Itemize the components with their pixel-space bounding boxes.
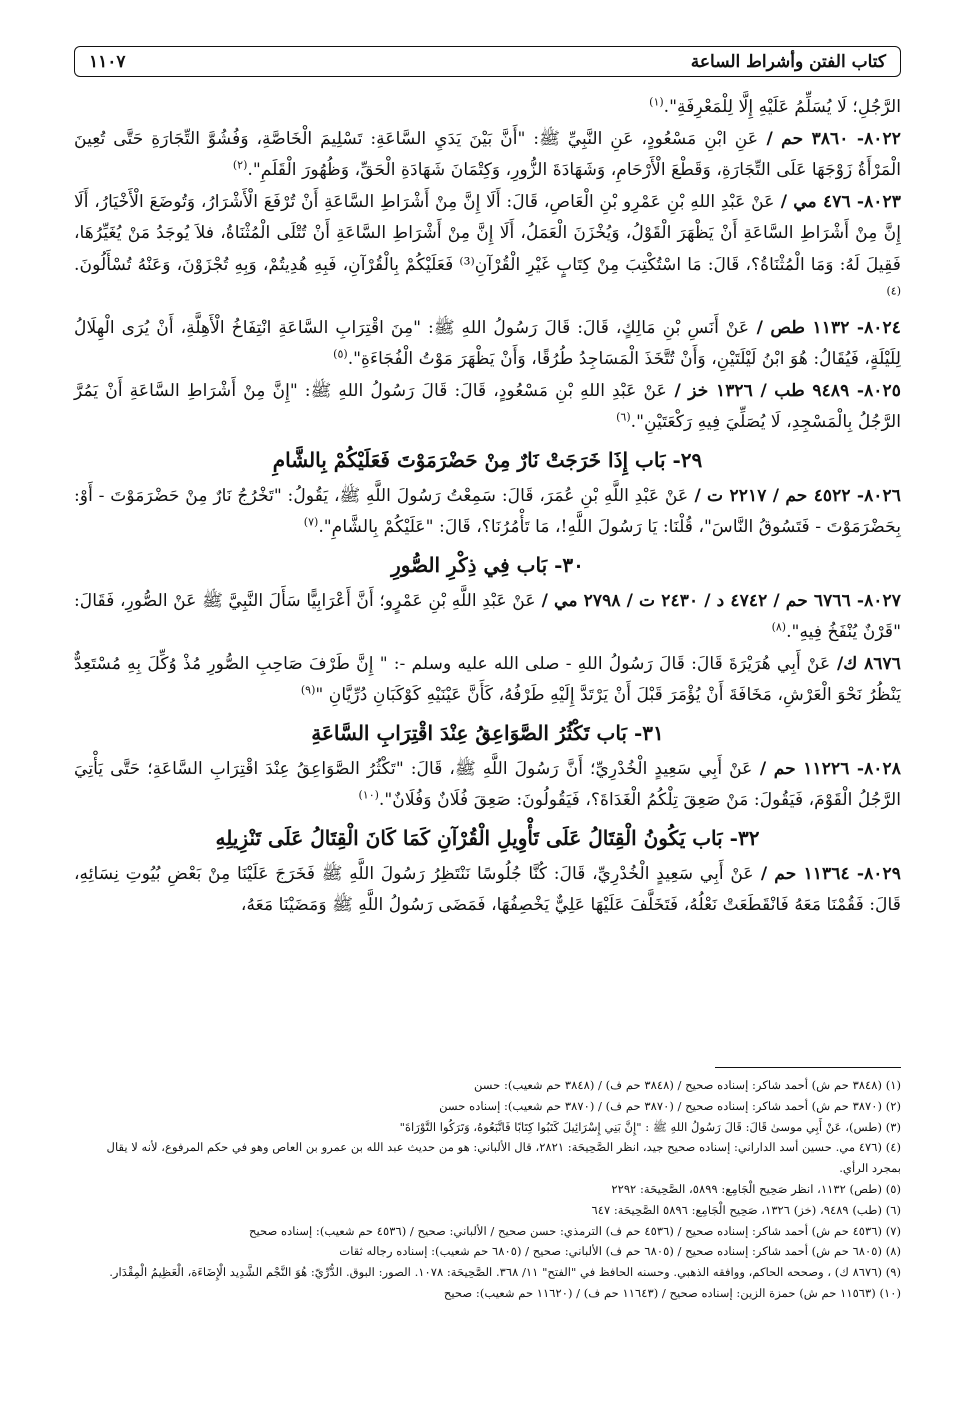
footnote-ref: (٤) bbox=[886, 284, 901, 298]
hadith-text: عَنْ عَبْدِ اللَّهِ بْنِ عَمْرٍو؛ أَنَّ أَعْرَابِيًّا سَأَلَ النَّبِيَّ ﷺ عَنْ الصُّورِ، فَقَالَ: "قَرْنٌ يُنْفَخُ فِيهِ". bbox=[74, 590, 901, 642]
footnote-separator bbox=[715, 1067, 901, 1068]
footnote-ref: (٢) bbox=[232, 158, 248, 172]
page-number: ١١٠٧ bbox=[89, 51, 126, 72]
footnote-ref: (٧) bbox=[303, 515, 319, 529]
chapter-heading: ٣١- بَاب تَكْثُرُ الصَّوَاعِقُ عِنْدَ اقْتِرَابِ السَّاعَةِ bbox=[311, 720, 664, 745]
hadith-text: عَنْ عَبْدِ اللهِ بْنِ مَسْعُودٍ، قَالَ: قَالَ رَسُولُ اللهِ ﷺ: "إِنَّ مِنْ أَشْرَاطِ السَّاعَةِ أَنْ يَمُرَّ الرَّجُلُ بِالْمَسْجِدِ، لَا يُصَلِّيَ فِيهِ رَكْعَتَيْنِ". bbox=[74, 380, 901, 432]
footnote-ref: (٦) bbox=[616, 410, 631, 424]
footnote-ref: (٨) bbox=[771, 620, 787, 634]
footnote-ref: (١٠) bbox=[358, 788, 379, 802]
hadith-text: عَنِ ابْنِ مَسْعُودٍ، عَنِ النَّبِيِّ ﷺ: "أَنَّ بَيْنَ يَدَيِ السَّاعَةِ: تَسْلِيمَ الْخَاصَّةِ، وَفُشُوَّ التِّجَارَةِ حَتَّى تُعِينَ الْمَرْأَةُ زَوْجَهَا عَلَى التِّجَارَةِ، وَقَطْعَ الْأَرْحَامِ، وَشَهَادَةَ الزُّورِ، وَكِتْمَانَ شَهَادَةِ الْحَقِّ، وَظُهُورَ الْقَلَمِ". bbox=[74, 128, 901, 180]
hadith-number: ٨٠٢٥- ٩٤٨٩ طب / ١٣٢٦ خز / bbox=[666, 380, 901, 401]
footnote: (٢) (٣٨٧٠ حم ش) أحمد شاكر: إسناده صحيح / (٣٨٧٠ حم ف) / (٣٨٧٠ حم شعيب): إسناده حسن bbox=[439, 1098, 901, 1113]
footnote: (٨) (٦٨٠٥ حم ش) أحمد شاكر: إسناده صحيح / (٦٨٠٥ حم ف) الألباني: صحيح / (٦٨٠٥ حم شعيب): إسناده رجاله ثقات bbox=[339, 1244, 901, 1259]
paragraph bbox=[74, 92, 901, 124]
footnote: (٩) (٨٦٧٦ ك) ، وصححه الحاكم، ووافقه الذهبي. وحسنه الحافظ في "الفتح" ١١/ ٣٦٨. الصَّحِيحَة: ١٠٧٨. الصور: البوق. الدُّرِّيّ: هُوَ النَّجْم الشَّدِيد الْإِضَاءَة، الْعَظِيمُ الْمِقْدَار. bbox=[109, 1265, 901, 1280]
footnote: (١) (٣٨٤٨ حم ش) أحمد شاكر: إسناده صحيح / (٣٨٤٨ حم ف) / (٣٨٤٨ حم شعيب): حسن bbox=[473, 1078, 901, 1092]
hadith-text: عَنْ عَبْدِ اللَّهِ بْنِ عُمَرَ، قَالَ: سَمِعْتُ رَسُولَ اللَّهِ ﷺ، يَقُولُ: "تَخْرُجُ نَارٌ مِنْ حَضْرَمَوْتَ - أَوْ: بِحَضْرَمَوْتَ - فَتَسُوقُ النَّاسَ"، قُلْنَا: يَا رَسُولَ اللَّهِ!، مَا تَأْمُرُنَا؟، قَالَ: "عَلَيْكُمْ بِالشَّامِ". bbox=[74, 485, 901, 537]
footnote-ref: (٩) bbox=[300, 683, 316, 697]
paragraph bbox=[74, 586, 901, 649]
hadith-number: ٨٠٢٢- ٣٨٦٠ حم / bbox=[758, 128, 901, 149]
hadith-text: عَنْ أَنَسِ بْنِ مَالِكٍ، قَالَ: قَالَ رَسُولُ اللهِ ﷺ: "مِنَ اقْتِرَابِ السَّاعَةِ انْتِفَاخُ الْأَهِلَّةِ، أَنْ يُرَى الْهِلَالُ لِلَيْلَةٍ، فَيُقَالُ: هُوَ ابْنُ لَيْلَتَيْنِ، وَأَنْ تُتَّخَذَ الْمَسَاجِدُ طُرُقًا، وَأَنْ يَظْهَرَ مَوْتُ الْفُجَاءَةِ". bbox=[74, 317, 901, 369]
footnotes bbox=[74, 1075, 901, 1304]
hadith-number: ٨٠٢٤- ١١٣٢ طص / bbox=[749, 317, 901, 338]
footnote: (٧) (٤٥٣٦ حم ش) أحمد شاكر: إسناده صحيح / (٤٥٣٦ حم ف) الترمذي: حسن صحيح / الألباني: صحيح / (٤٥٣٦ حم شعيب): إسناده صحيح bbox=[249, 1223, 901, 1238]
hadith-text: عَنْ عَبْدِ اللهِ بْنِ عَمْرِو بْنِ الْعَاصِ، قَالَ: أَلَا إِنَّ مِنْ أَشْرَاطِ السَّاعَةِ أَنْ تُرْفَعَ الْأَشْرَارُ، وَتُوضَعَ الْأَخْيَارُ، أَلَا إِنَّ مِنْ أَشْرَاطِ السَّاعَةِ أَنْ يَظْهَرَ الْقَوْلُ، وَيُخْزَنَ الْعَمَلُ، أَلَا إِنَّ مِنْ أَشْرَاطِ السَّاعَةِ أَنْ تُتْلَى الْمُثْنَاةُ، فلاَ يُوجَدُ مَنْ يُغَيِّرُهَا، فَقِيلَ لَهُ: وَمَا الْمُثْنَاةُ؟، قَالَ: مَا اسْتُكْتِبَ مِنْ كِتَابٍ غَيْرِ الْقُرْآنِ⁽³⁾ فَعَلَيْكُمْ بِالْقُرْآنِ، فَبِهِ هُدِيتُمْ، وَبِهِ تُجْزَوْنَ، وَعَنْهُ تُسْأَلُونَ. bbox=[74, 191, 901, 275]
chapter-heading: ٣٢- بَاب يَكُونُ الْقِتَالُ عَلَى تَأْوِيلِ الْقُرْآنِ كَمَا كَانَ الْقِتَالُ عَلَى تَنْزِيلِهِ bbox=[215, 825, 760, 850]
paragraph bbox=[74, 649, 901, 712]
hadith-text: الرَّجُلِ؛ لَا يُسَلِّمُ عَلَيْهِ إِلَّا لِلْمَعْرِفَةِ". bbox=[663, 97, 901, 117]
paragraph bbox=[74, 124, 901, 187]
footnote-ref: (١) bbox=[649, 95, 664, 109]
hadith-number: ٨٠٢٧- ٦٧٦٦ حم / ٤٧٤٢ د / ٢٤٣٠ ت / ٢٧٩٨ مي / bbox=[535, 590, 901, 611]
chapter-heading: ٣٠- بَاب فِي ذِكْرِ الصُّورِ bbox=[391, 552, 584, 577]
paragraph bbox=[74, 376, 901, 439]
footnote: (٤) (٤٧٦ مي. حسين أسد الداراني: إسناده صحيح جيد، انظر الصَّحِيحَة: ٢٨٢١، قال الألباني: هو من حديث عبد الله بن عمرو بن العاص وهو في حكم المرفوع، لأنه لا يقال بمجرد الرأي. bbox=[106, 1140, 901, 1176]
hadith-number: ٨٠٢٩- ١١٣٦٤ حم / bbox=[753, 863, 901, 884]
hadith-number: ٨٠٢٦- ٤٥٢٢ حم / ٢٢١٧ ت / bbox=[688, 485, 901, 506]
paragraph bbox=[74, 313, 901, 376]
paragraph bbox=[74, 859, 901, 922]
hadith-text: عَنْ أَبِي سَعِيدٍ الْخُدْرِيِّ، قَالَ: كُنَّا جُلُوسًا نَنْتَظِرُ رَسُولَ اللَّهِ ﷺ فَخَرَجَ عَلَيْنَا مِنْ بَعْضِ بُيُوتِ نِسَائِهِ، قَالَ: فَقُمْنَا مَعَهُ فَانْقَطَعَتْ نَعْلُهُ، فَتَخَلَّفَ عَلَيْهَا عَلِيٌّ يَخْصِفُهَا، فَمَضَى رَسُولُ اللَّهِ ﷺ وَمَضَيْنَا مَعَهُ، bbox=[74, 863, 901, 915]
page-header bbox=[74, 46, 901, 77]
chapter-heading: ٢٩- بَاب إِذَا خَرَجَتْ نَارٌ مِنْ حَضْرَمَوْتَ فَعَلَيْكُمْ بِالشَّامِ bbox=[272, 447, 703, 472]
footnote: (٥) (طص) ١١٣٢، انظر صَحِيح الْجَامِع: ٥٨٩٩، الصَّحِيحَة: ٢٢٩٢ bbox=[611, 1181, 901, 1196]
main-text bbox=[74, 92, 901, 922]
hadith-number: ٨٠٢٣- ٤٧٦ مي / bbox=[774, 191, 901, 212]
hadith-number: ٨٠٢٨- ١١٢٢٦ حم / bbox=[752, 758, 902, 779]
paragraph bbox=[74, 481, 901, 544]
footnote: (١٠) (١١٥٦٣ حم ش) حمزة الزين: إسناده صحيح / (١١٦٤٣ حم ف) / (١١٦٢٠ حم شعيب): صحيح bbox=[443, 1285, 901, 1300]
paragraph bbox=[74, 187, 901, 313]
footnote: (٦) (طب) ٩٤٨٩، (خز) ١٣٢٦، صَحِيح الْجَامِع: ٥٨٩٦ الصَّحِيحَة: ٦٤٧ bbox=[591, 1202, 901, 1217]
footnote: (٣) (طس)، عَنْ أَبِي موسىٰ قَالَ: قَالَ رَسُولُ اللهِ ﷺ : "إِنَّ بَنِي إِسْرَائِيلَ كَتَبُوا كِتَابًا فَاتَّبَعُوهُ، وَتَرَكُوا التَّوْرَاةَ" bbox=[399, 1119, 901, 1134]
hadith-text: عَنْ أَبِي هُرَيْرَةَ قَالَ: قَالَ رَسُولُ اللهِ - صلى الله عليه وسلم -: " إِنَّ طَرْفَ صَاحِبِ الصُّورِ مُذْ وُكِّلَ بِهِ مُسْتَعِدٌّ يَنْظُرُ نَحْوَ الْعَرْشِ، مَخَافَةَ أَنْ يُؤْمَرَ قَبْلَ أَنْ يَرْتَدَّ إِلَيْهِ طَرْفُهُ، كَأَنَّ عَيْنَيْهِ كَوْكَبَانِ دُرِّيَّانِ " bbox=[74, 653, 901, 705]
hadith-text: عَنْ أَبِي سَعِيدٍ الْخُدْرِيِّ؛ أَنَّ رَسُولَ اللَّهِ ﷺ، قَالَ: "تَكْثُرُ الصَّوَاعِقُ عِنْدَ اقْتِرَابِ السَّاعَةِ؛ حَتَّى يَأْتِيَ الرَّجُلُ الْقَوْمَ، فَيَقُولَ: مَنْ صَعِقَ تِلْكُمُ الْغَدَاةَ؟، فَيَقُولُونَ: صَعِقَ فُلَانٌ وَفُلَانٌ". bbox=[74, 758, 901, 810]
book-title: كتاب الفتن وأشراط الساعة bbox=[690, 51, 886, 72]
paragraph bbox=[74, 754, 901, 817]
footnote-ref: (٥) bbox=[333, 347, 348, 361]
hadith-number: ٨٦٧٦ ك/ bbox=[830, 653, 901, 674]
